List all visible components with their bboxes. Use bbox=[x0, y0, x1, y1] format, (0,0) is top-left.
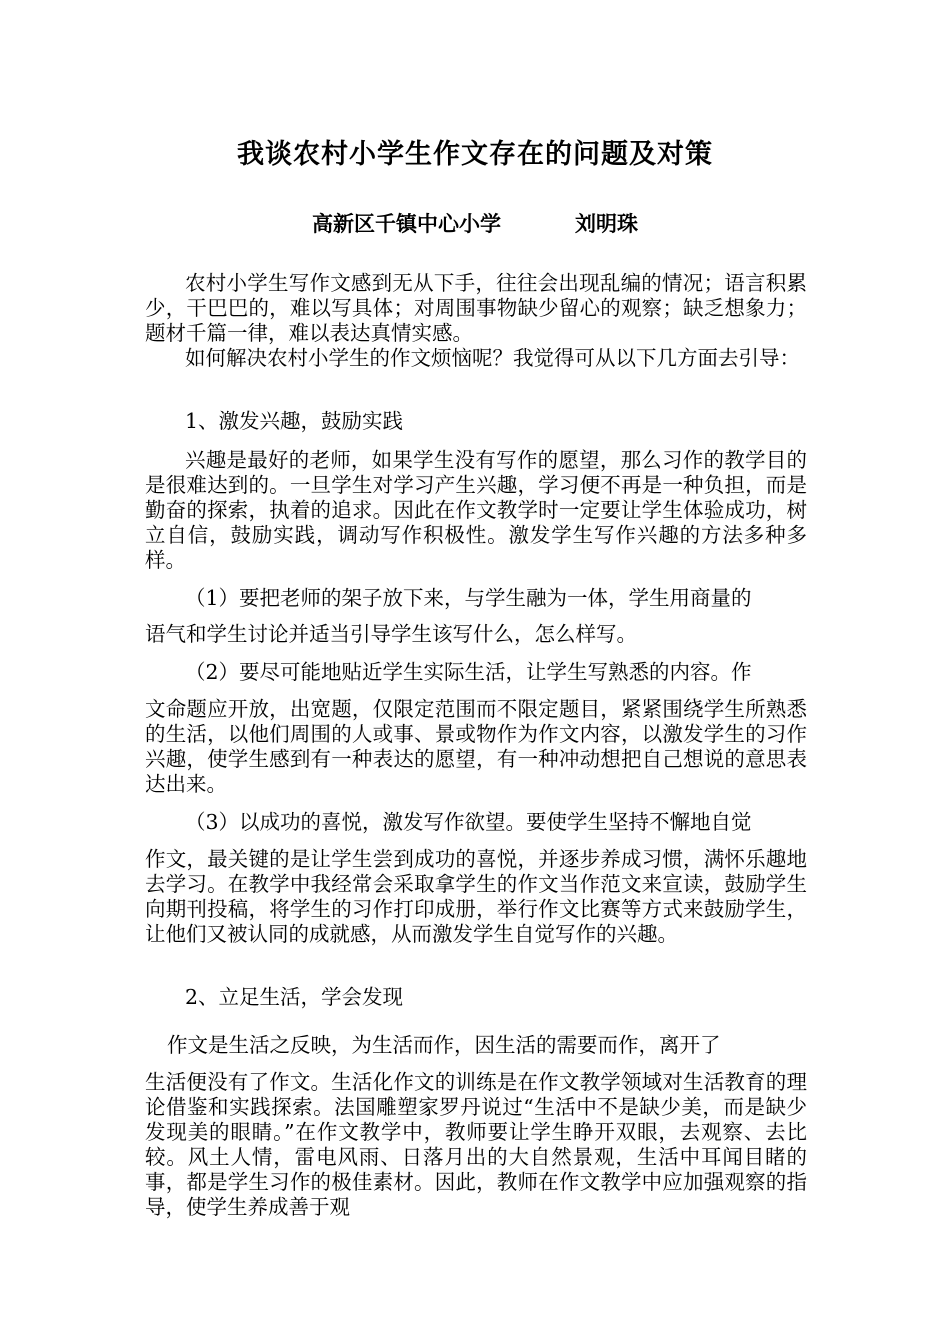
paragraph-life-body: 生活便没有了作文。生活化作文的训练是在作文教学领域对生活教育的理论借鉴和实践探索。法国雕塑家罗丹说过“生活中不是缺少美，而是缺少发现美的眼睛。”在作文教学中，教师要让学生睁开双眼，去观察、去比较。风土人情，雷电风雨、日落月出的大自然景观，生活中耳闻目睹的事，都是学生习作的极佳素材。因此，教师在作文教学中应加强观察的指导，使学生养成善于观 bbox=[145, 1070, 807, 1219]
paragraph-intro: 农村小学生写作文感到无从下手，往往会出现乱编的情况；语言积累少，干巴巴的，难以写具体；对周围事物缺少留心的观察；缺乏想象力；题材千篇一律，难以表达真情实感。 bbox=[145, 271, 807, 345]
document-title: 我谈农村小学生作文存在的问题及对策 bbox=[237, 139, 713, 170]
item-1-line-1: （1）要把老师的架子放下来，与学生融为一体，学生用商量的 bbox=[185, 586, 752, 610]
school-name: 高新区千镇中心小学 bbox=[312, 211, 501, 236]
paragraph-interest: 兴趣是最好的老师，如果学生没有写作的愿望，那么习作的教学目的是很难达到的。一旦学生对学习产生兴趣，学习便不再是一种负担，而是勤奋的探索，执着的追求。因此在作文教学时一定要让学生体验成功，树立自信，鼓励实践，调动写作积极性。激发学生写作兴趣的方法多种多样。 bbox=[145, 448, 807, 572]
paragraph-life-line-1: 作文是生活之反映，为生活而作，因生活的需要而作，离开了 bbox=[167, 1033, 721, 1057]
paragraph-question: 如何解决农村小学生的作文烦恼呢？我觉得可从以下几方面去引导： bbox=[185, 346, 800, 370]
item-3-line-1: （3）以成功的喜悦，激发写作欲望。要使学生坚持不懈地自觉 bbox=[185, 810, 752, 834]
byline bbox=[0, 208, 950, 238]
author-name: 刘明珠 bbox=[575, 211, 638, 236]
item-1-line-2: 语气和学生讨论并适当引导学生该写什么，怎么样写。 bbox=[145, 622, 637, 646]
item-2-body: 文命题应开放，出宽题，仅限定范围而不限定题目，紧紧围绕学生所熟悉的生活，以他们周围的人或事、景或物作为作文内容，以激发学生的习作兴趣，使学生感到有一种表达的愿望，有一种冲动想把自己想说的意思表达出来。 bbox=[145, 697, 807, 796]
section-heading-2: 2、立足生活，学会发现 bbox=[185, 985, 404, 1009]
section-heading-1: 1、激发兴趣，鼓励实践 bbox=[185, 409, 404, 433]
item-2-line-1: （2）要尽可能地贴近学生实际生活，让学生写熟悉的内容。作 bbox=[185, 660, 752, 684]
item-3-body: 作文，最关键的是让学生尝到成功的喜悦，并逐步养成习惯，满怀乐趣地去学习。在教学中我经常会采取拿学生的作文当作范文来宣读，鼓励学生向期刊投稿，将学生的习作打印成册，举行作文比赛等方式来鼓励学生，让他们又被认同的成就感，从而激发学生自觉写作的兴趣。 bbox=[145, 847, 807, 946]
